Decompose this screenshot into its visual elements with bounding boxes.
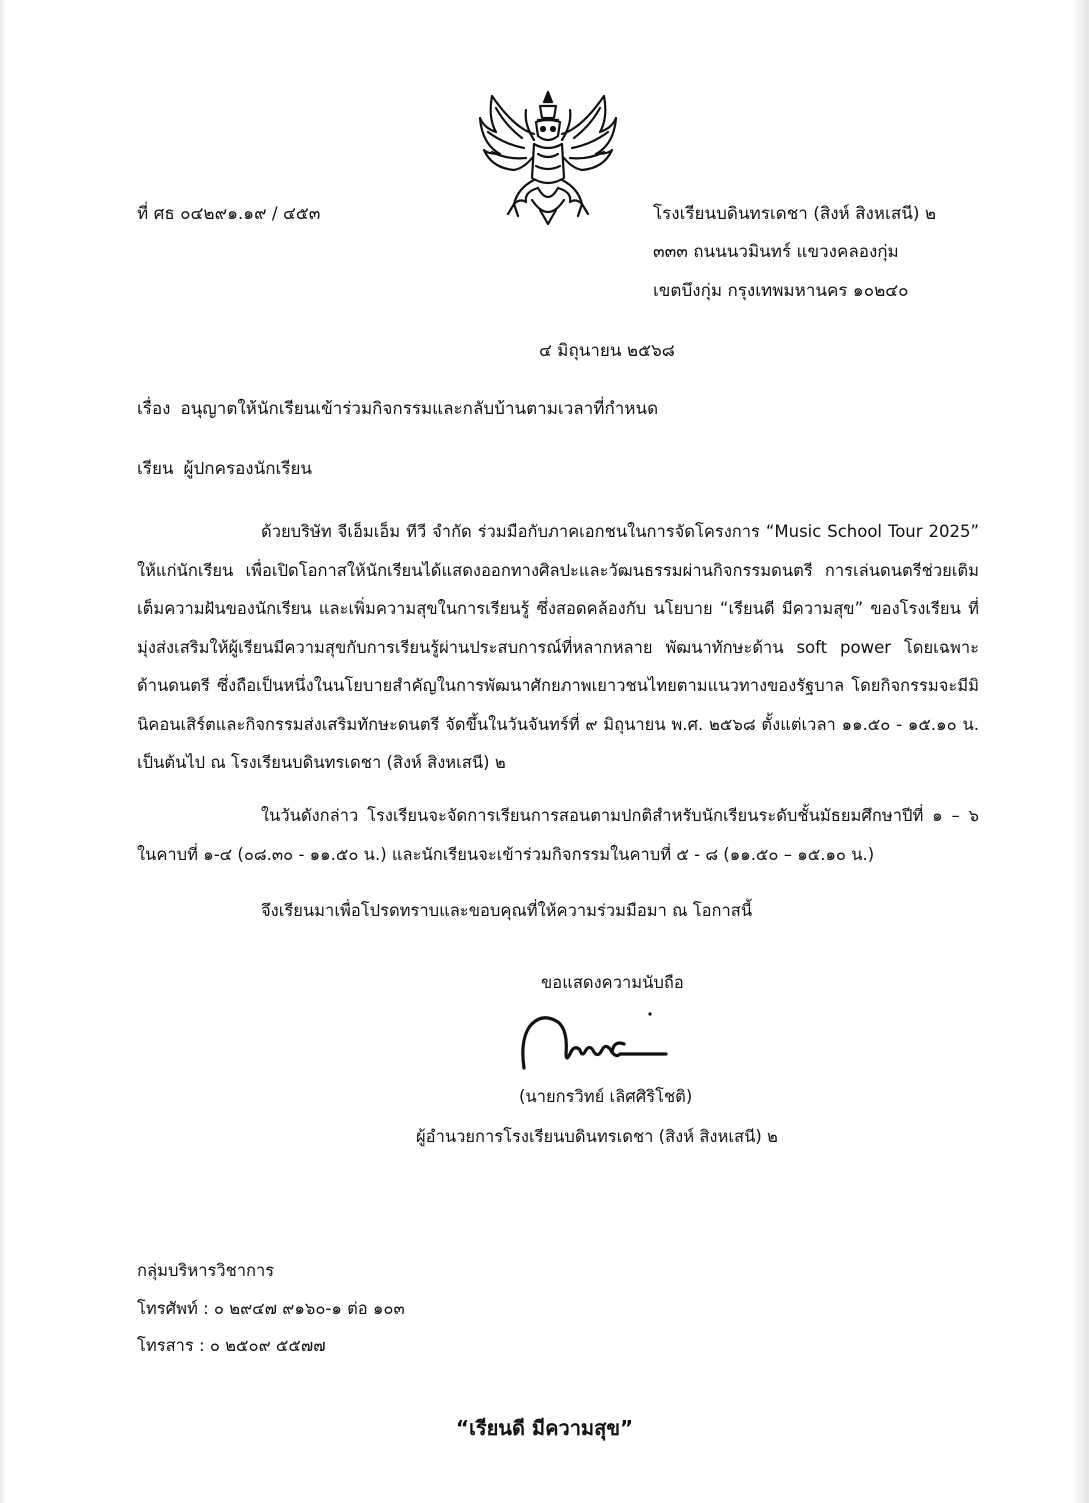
garuda-emblem-icon [474, 88, 622, 228]
phone-number: โทรศัพท์ : ๐ ๒๙๔๗ ๙๑๖๐-๑ ต่อ ๑๐๓ [137, 1299, 405, 1318]
recipient-text: ผู้ปกครองนักเรียน [183, 459, 313, 479]
signatory-name: (นายกรวิทย์ เลิศศิริโชติ) [519, 1087, 693, 1106]
body-paragraph-1: ด้วยบริษัท จีเอ็มเอ็ม ทีวี จำกัด ร่วมมือกับภาคเอกชนในการจัดโครงการ “Music School Tour 2025” ให้แก่นักเรียน เพื่อเปิดโอกาสให้นักเรียนได้แสดงออกทางศิลปะและวัฒนธรรมผ่านกิจกรรมดนตรี การเล่นดนตรีช่วยเติมเต็มความฝันของนักเรียน และเพิ่มความสุขในการเรียนรู้ ซึ่งสอดคล้องกับ นโยบาย “เรียนดี มีความสุข” ของโรงเรียน ที่มุ่งส่งเสริมให้ผู้เรียนมีความสุขกับการเรียนรู้ผ่านประสบการณ์ที่หลากหลาย พัฒนาทักษะด้าน soft power โดยเฉพาะด้านดนตรี ซึ่งถือเป็นหนึ่งในนโยบายสำคัญในการพัฒนาศักยภาพเยาวชนไทยตามแนวทางของรัฐบาล โดยกิจกรรมจะมีมินิคอนเสิร์ตและกิจกรรมส่งเสริมทักษะดนตรี จัดขึ้นในวันจันทร์ที่ ๙ มิถุนายน พ.ศ. ๒๕๖๘ ตั้งแต่เวลา ๑๑.๕๐ - ๑๕.๑๐ น. เป็นต้นไป ณ โรงเรียนบดินทรเดชา (สิงห์ สิงหเสนี) ๒ [137, 522, 979, 772]
school-address-line-2: ๓๓๓ ถนนนวมินทร์ แขวงคลองกุ่ม [653, 242, 899, 262]
closing-line: จึงเรียนมาเพื่อโปรดทราบและขอบคุณที่ให้ความร่วมมือมา ณ โอกาสนี้ [261, 901, 753, 920]
school-address-line-3: เขตบึงกุ่ม กรุงเทพมหานคร ๑๐๒๔๐ [653, 281, 909, 301]
recipient-label: เรียน [137, 459, 174, 479]
page-edge-shadow-right [1071, 0, 1089, 1503]
reference-number: ที่ ศธ ๐๔๒๙๑.๑๙ / ๔๕๓ [137, 204, 321, 224]
subject-line [137, 398, 658, 420]
school-address-line-1: โรงเรียนบดินทรเดชา (สิงห์ สิงหเสนี) ๒ [653, 204, 937, 224]
body-paragraph-2: ในวันดังกล่าว โรงเรียนจะจัดการเรียนการสอนตามปกติสำหรับนักเรียนระดับชั้นมัธยมศึกษาปีที่ ๑ – ๖ ในคาบที่ ๑-๔ (๐๘.๓๐ - ๑๑.๕๐ น.) และนักเรียนจะเข้าร่วมกิจกรรมในคาบที่ ๕ - ๘ (๑๑.๕๐ – ๑๕.๑๐ น.) [137, 806, 979, 864]
department-name: กลุ่มบริหารวิชาการ [137, 1261, 275, 1280]
subject-text: อนุญาตให้นักเรียนเข้าร่วมกิจกรรมและกลับบ้านตามเวลาที่กำหนด [180, 399, 659, 419]
fax-number: โทรสาร : ๐ ๒๕๐๙ ๕๕๗๗ [137, 1336, 326, 1355]
signature-regards: ขอแสดงความนับถือ [541, 973, 684, 992]
page-edge-shadow-left [0, 0, 6, 1503]
recipient-line [137, 458, 312, 480]
handwritten-signature [516, 1010, 676, 1075]
letter-date: ๔ มิถุนายน ๒๕๖๘ [539, 341, 675, 361]
subject-label: เรื่อง [137, 399, 171, 419]
school-motto: “เรียนดี มีความสุข” [455, 1416, 634, 1440]
signatory-position: ผู้อำนวยการโรงเรียนบดินทรเดชา (สิงห์ สิงหเสนี) ๒ [416, 1127, 778, 1146]
